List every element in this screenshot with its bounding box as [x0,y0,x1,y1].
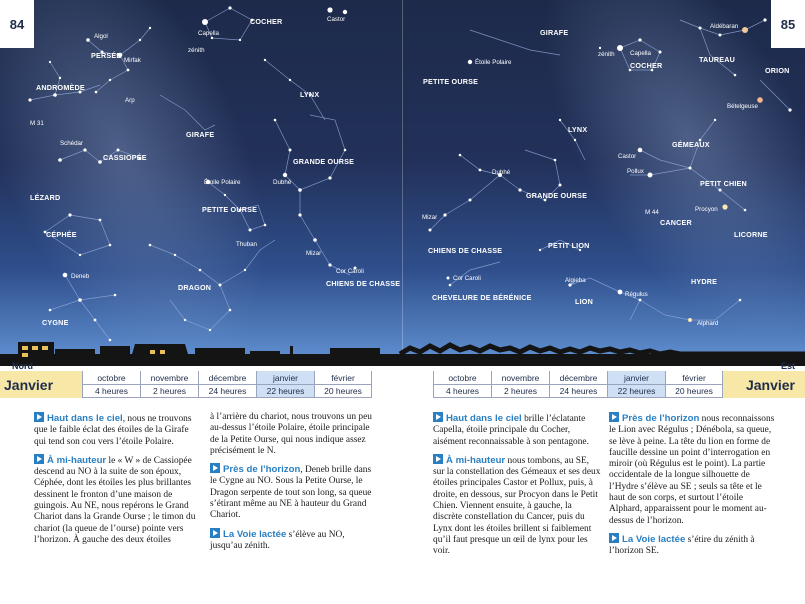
label-lion: LION [575,297,593,306]
label-chiens-de-chasse-left: CHIENS DE CHASSE [326,279,401,288]
label-cassiopee: CASSIOPÉE [103,153,147,162]
label-girafe-left: GIRAFE [186,130,215,139]
time-hour: 2 heures [152,385,187,396]
label-girafe-right: GIRAFE [540,28,569,37]
label-alphard: Alphard [697,320,719,327]
paragraph [609,533,777,558]
label-etoile-polaire-right: Étoile Polaire [475,59,512,66]
text-column-2 [210,412,378,558]
label-zenith-left: zénith [188,47,205,54]
time-hour: 20 heures [324,385,362,396]
label-procyon: Procyon [695,206,718,213]
time-month: janvier [257,372,314,385]
label-cygne: CYGNE [42,318,69,327]
label-zenith-right: zénith [598,51,615,58]
label-lynx-left: LYNX [300,90,320,99]
paragraph [210,528,378,553]
label-mizar-right: Mizar [422,214,438,221]
label-cocher-left: COCHER [250,17,283,26]
paragraph-body: nous reconnaissons le Lion avec Régulus ; Dénébola, sa queue, se lève à peine. La tête du lion en forme de faucille dessine un point d’interrogation en miroir (où Régulus est le point). La partie occidentale de la longue silhouette de l’Hydre s’élève au SE ; seuls sa tête et le haut de son corps, et surtout l’étoile Alphard, apparaissent pour le moment au-dessus de l’horizon. [609,414,775,526]
paragraph-heading: Près de l’horizon [622,413,700,424]
label-regulus: Régulus [625,291,648,298]
text-column-1 [34,412,202,552]
label-betelgeuse: Bételgeuse [727,103,758,110]
time-cell [198,371,256,398]
direction-label-east: Est [781,361,796,371]
time-month: novembre [492,372,549,385]
paragraph [34,412,202,448]
time-cell [491,371,549,398]
label-castor-right: Castor [618,153,637,160]
time-cell-highlight [607,371,665,398]
time-cell [433,371,491,398]
label-schedar: Schédar [60,140,84,147]
time-month: octobre [434,372,491,385]
paragraph-body: s’étire du zénith à l’horizon SE. [609,534,755,557]
label-taureau: TAUREAU [699,55,736,64]
time-month: novembre [141,372,198,385]
label-petit-chien: PETIT CHIEN [700,179,747,188]
page-number-right: 85 [771,0,805,48]
time-cell [82,371,140,398]
label-grande-ourse-right: GRANDE OURSE [526,191,588,200]
text-column-4 [609,412,777,564]
paragraph [210,412,378,457]
time-month: janvier [608,372,665,385]
time-cell [665,371,723,398]
time-cell [314,371,372,398]
direction-label-north: Nord [12,361,33,371]
paragraph-heading: À mi-hauteur [47,454,107,466]
label-algol: Algol [94,33,108,40]
play-icon [210,528,220,538]
paragraph-body: nous tombons, au SE, sur la constellation des Gémeaux et ses deux étoiles principales Castor et Pollux, puis, à droite, en dessous, sur Procyon dans le Petit Chien. Viennent ensuite, à gauche, la discrète constellation du Cancer, puis du Lynx dont les étoiles brillent si faiblement qu’il faut presque un œil de lynx pour les voir. [433,455,601,557]
label-castor-left: Castor [327,16,346,23]
label-orion: ORION [765,66,790,75]
label-dragon: DRAGON [178,283,212,292]
paragraph-body: le « W » de Cassiopée descend au NO à la suite de son époux, Céphée, dont les étoiles les plus brillantes dessinent le fronton d’une maison de guingois. Au NE, nous repérons le Grand Chariot dans la Grande Ourse ; le timon du chariot (la queue de l’ourse) pointe vers l’horizon. À gauche des deux étoiles [34,455,196,545]
time-month: octobre [83,372,140,385]
time-hour: 22 heures [617,385,656,396]
paragraph-body: brille l’éclatante Capella, étoile principale du Cocher, aisément reconnaissable à son pentagone. [433,414,589,447]
play-icon [210,463,220,473]
label-cor-caroli-right: Cor Caroli [453,275,481,282]
month-label-right: Janvier [723,371,805,398]
label-etoile-polaire-left: Étoile Polaire [204,179,241,186]
label-m44: M 44 [645,209,659,216]
time-table-right [433,371,723,398]
label-gemeaux: GÉMEAUX [672,140,710,149]
label-aldebaran: Aldébaran [710,23,739,30]
label-mizar-left: Mizar [306,250,322,257]
paragraph-heading: Haut dans le ciel [446,413,522,424]
label-chiens-de-chasse-right: CHIENS DE CHASSE [428,246,503,255]
page-number-left: 84 [0,0,34,48]
time-hour: 24 heures [559,385,598,396]
paragraph-body: , Deneb brille dans le Cygne au NO. Sous la Petite Ourse, le Dragon serpente de tout son long, sa queue s’étirant même au NE à hauteur du Grand Chariot. [210,465,372,521]
label-cocher-right: COCHER [630,61,663,70]
horizon-silhouette [0,340,805,366]
time-cell-highlight [256,371,314,398]
label-petit-lion: PETIT LION [548,241,590,250]
time-hour: 22 heures [266,385,305,396]
paragraph-heading: À mi-hauteur [446,454,506,466]
time-table-left [82,371,372,398]
page-gutter [402,0,403,360]
play-icon [34,454,44,464]
label-algieba: Algieba [565,277,586,284]
time-month: février [315,372,371,385]
label-lezard: LÉZARD [30,193,61,202]
play-icon [609,533,619,543]
label-deneb: Deneb [71,273,90,280]
label-licorne: LICORNE [734,230,768,239]
paragraph-heading: Haut dans le ciel [47,413,123,424]
paragraph [210,463,378,521]
paragraph-body: , nous ne trouvons que le faible éclat des étoiles de la Girafe qui tend son cou vers l’étoile Polaire. [34,414,192,447]
label-mirfak: Mirfak [124,57,141,64]
time-cell [549,371,607,398]
label-cor-caroli-left: Cor Caroli [336,268,364,275]
paragraph-body: s’élève au NO, jusqu’au zénith. [210,529,345,551]
play-icon [433,412,443,422]
label-petite-ourse-left: PETITE OURSE [202,205,258,214]
label-capella-left: Capella [198,30,219,37]
paragraph [609,412,777,527]
paragraph [433,454,601,558]
paragraph [34,454,202,546]
label-capella-right: Capella [630,50,651,57]
label-lynx-right: LYNX [568,125,588,134]
time-hour: 4 heures [445,385,480,396]
time-hour: 2 heures [503,385,538,396]
play-icon [34,412,44,422]
month-label-left: Janvier [0,371,82,398]
text-column-3 [433,412,601,564]
label-pollux: Pollux [627,168,644,175]
label-petite-ourse-right: PETITE OURSE [423,77,479,86]
time-cell [140,371,198,398]
time-month: décembre [199,372,256,385]
time-hour: 4 heures [94,385,129,396]
paragraph-body: à l’arrière du chariot, nous trouvons un peu au-dessus l’étoile Polaire, étoile principale de la Petite Ourse, qui nous indique assez précisément le N. [210,412,372,456]
label-arp: Arp [125,97,135,104]
paragraph [433,412,601,448]
label-persee: PERSÉE [91,51,122,60]
time-month: février [666,372,722,385]
label-dubhe-right: Dubhé [492,169,511,176]
paragraph-heading: La Voie lactée [223,528,287,540]
label-grande-ourse-left: GRANDE OURSE [293,157,355,166]
time-month: décembre [550,372,607,385]
paragraph-heading: Près de l’horizon [223,464,301,476]
label-cephee: CÉPHÉE [46,230,77,239]
label-m31: M 31 [30,120,44,127]
time-hour: 24 heures [208,385,247,396]
time-hour: 20 heures [675,385,713,396]
label-thuban: Thuban [236,241,257,248]
play-icon [433,454,443,464]
label-hydre: HYDRE [691,277,718,286]
label-dubhe-left: Dubhé [273,179,292,186]
label-cancer: CANCER [660,218,692,227]
paragraph-heading: La Voie lactée [622,533,686,545]
label-andromede: ANDROMÈDE [36,83,85,92]
label-chevelure-de-berenice: CHEVELURE DE BÉRÉNICE [432,293,532,302]
play-icon [609,412,619,422]
